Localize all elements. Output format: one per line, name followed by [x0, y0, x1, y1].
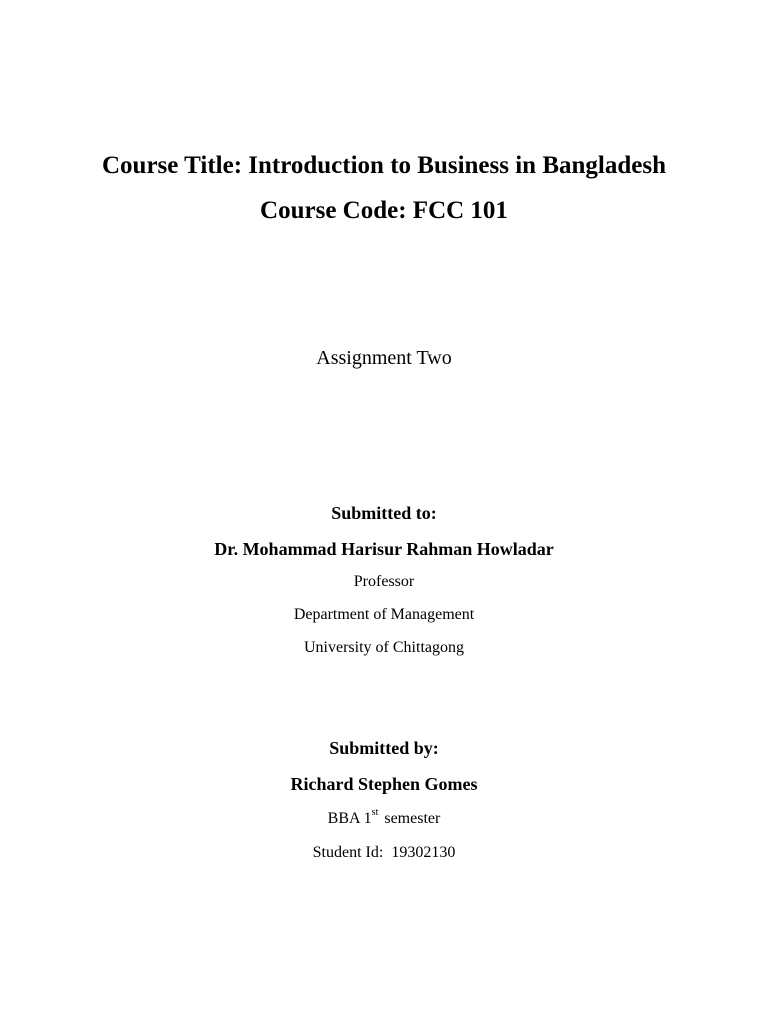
submitted-to-university: University of Chittagong [304, 639, 464, 656]
course-code: Course Code: FCC 101 [260, 197, 508, 224]
assignment-title: Assignment Two [316, 347, 452, 369]
submitted-to-name: Dr. Mohammad Harisur Rahman Howladar [214, 539, 554, 559]
submitted-by-student-id: Student Id: 19302130 [312, 844, 456, 861]
program-superscript: st [371, 807, 379, 818]
submitted-to-department: Department of Management [293, 606, 475, 623]
program-suffix: semester [380, 810, 441, 827]
submitted-by-program [0, 807, 768, 827]
submitted-to-heading: Submitted to: [331, 503, 437, 523]
course-title: Course Title: Introduction to Business in Bangladesh [101, 152, 666, 179]
submitted-by-name: Richard Stephen Gomes [290, 774, 478, 794]
submitted-by-heading: Submitted by: [329, 738, 439, 758]
program-prefix: BBA 1 [327, 810, 372, 827]
submitted-to-designation: Professor [353, 573, 415, 590]
